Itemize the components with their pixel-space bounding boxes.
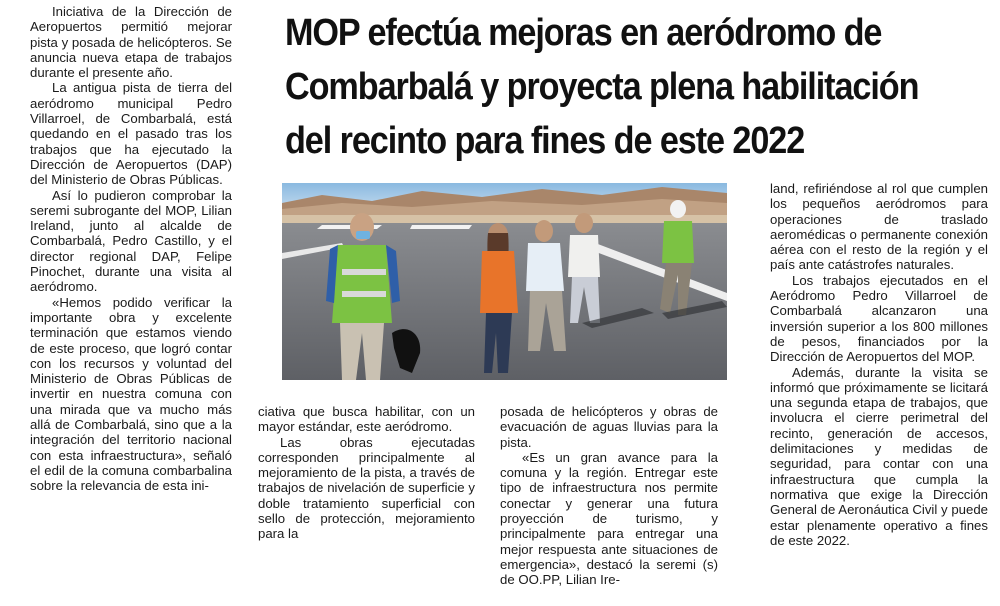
article-paragraph: ciativa que busca habilitar, con un mayor estándar, este aeródromo.: [258, 404, 475, 435]
article-column-2: [258, 404, 475, 542]
headline-line-2: Combarbalá y proyecta plena habilitación: [285, 66, 919, 108]
article-paragraph: Las obras ejecutadas corresponden principalmente al mejoramiento de la pista, a través de trabajos de nivelación de superficie y doble tratamiento superficial con sello de protección, mejoramiento para la: [258, 434, 475, 542]
article-paragraph: land, refiriéndose al rol que cumplen los pequeños aeródromos para operaciones de traslado aeromédicas o permanente conexión aérea con el resto de la región y el país ante catástrofes naturales.: [770, 181, 988, 273]
article-headline: [285, 6, 919, 168]
article-paragraph: Además, durante la visita se informó que próximamente se licitará una segunda etapa de trabajos, que involucra el cierre perimetral del recinto, generación de accesos, delimitaciones y medidas de seguridad, para contar con una infraestructura que cumpla la normativa que exige la Dirección General de Aeronáutica Civil y puede estar plenamente operativo a fines de este 2022.: [770, 364, 988, 548]
article-paragraph: La antigua pista de tierra del aeródromo municipal Pedro Villarroel, de Combarbalá, está quedando en el pasado tras los trabajos que ha ejecutado la Dirección de Aeropuertos (DAP) del Ministerio de Obras Públicas.: [30, 80, 232, 188]
article-paragraph: Los trabajos ejecutados en el Aeródromo Pedro Villarroel de Combarbalá alcanzaron una inversión superior a los 800 millones de pesos, financiados por la Dirección de Aeropuertos del MOP.: [770, 272, 988, 365]
article-column-1: [30, 4, 232, 494]
headline-line-1: MOP efectúa mejoras en aeródromo de: [285, 12, 882, 54]
headline-line-3: del recinto para fines de este 2022: [285, 120, 805, 162]
article-lead: Iniciativa de la Dirección de Aeropuertos permitió mejorar pista y posada de helicópteros. Se anuncia nueva etapa de trabajos durante el presente año.: [30, 4, 232, 81]
article-photo: [282, 183, 727, 380]
article-paragraph: «Hemos podido verificar la importante obra y excelente terminación que estamos viendo de este proceso, que logró contar con los recursos y voluntad del Ministerio de Obras Públicas de invertir en nuestra comuna con una mirada que va mucho más allá de Combarbalá, sino que a la integración del territorio nacional con esta infraestructura», señaló el edil de la comuna combarbalina sobre la relevancia de esta ini-: [30, 294, 232, 494]
article-column-4: [770, 181, 988, 548]
article-column-3: [500, 404, 718, 588]
runway-photo-illustration: [282, 183, 727, 380]
article-paragraph: Así lo pudieron comprobar la seremi subrogante del MOP, Lilian Ireland, junto al alcalde de Combarbalá, Pedro Castillo, y el director regional DAP, Felipe Pinochet, durante una visita al aeródromo.: [30, 187, 232, 295]
article-paragraph: posada de helicópteros y obras de evacuación de aguas lluvias para la pista.: [500, 404, 718, 450]
article-paragraph: «Es un gran avance para la comuna y la región. Entregar este tipo de infraestructura nos permite conectar y generar una futura proyección de turismo, y principalmente para entregar una mejor respuesta ante situaciones de emergencia», destacó la seremi (s) de OO.PP, Lilian Ire-: [500, 449, 718, 588]
runway-marking: [410, 225, 472, 229]
